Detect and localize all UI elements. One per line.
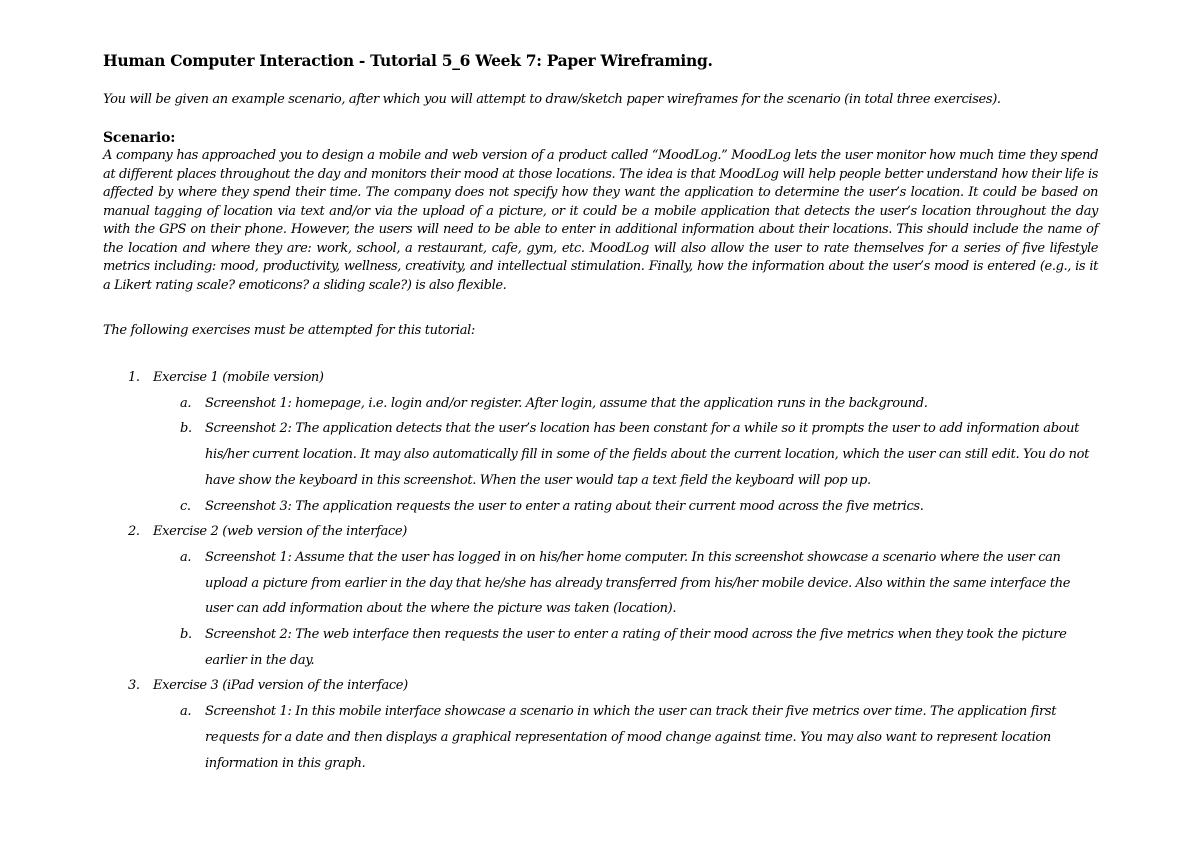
exercise-number: 2. <box>128 524 140 540</box>
sub-item-letter: a. <box>180 395 192 411</box>
scenario-body: A company has approached you to design a mobile and web version of a product called “MoodLog.” MoodLog lets the user monitor how much time they spend at different places throughout the day and monitors their mood at those locations. The idea is that MoodLog will help people better understand how their life is affected by where they spend their time. The company does not specify how they want the application to determine the user’s location. It could be based on manual tagging of location via text and/or via the upload of a picture, or it could be a mobile application that detects the user’s location throughout the day with the GPS on their phone. However, the users will need to be able to enter in additional information about their locations. This should include the name of the location and where they are: work, school, a restaurant, cafe, gym, etc. MoodLog will also allow the user to rate themselves for a series of five lifestyle metrics including: mood, productivity, wellness, creativity, and intellectual stimulation. Finally, how the information about the user’s mood is entered (e.g., is it a Likert rating scale? emoticons? a sliding scale?) is also flexible. <box>103 148 1098 293</box>
exercise-sub-item <box>103 391 1098 417</box>
exercise-number: 1. <box>128 370 140 385</box>
sub-item-text: Screenshot 2: The web interface then requests the user to enter a rating of their mood across the five metrics when they took the picture earlier in the day. <box>205 627 1067 668</box>
exercise-item <box>103 519 1098 545</box>
exercise-sub-item <box>103 416 1098 493</box>
sub-item-letter: c. <box>180 498 191 514</box>
exercise-number: 3. <box>128 678 140 694</box>
exercise-list <box>103 365 1098 776</box>
sub-item-text: Screenshot 2: The application detects that the user’s location has been constant for a while so it prompts the user to add information about his/her current location. It may also automatically fill in some of the fields about the current location, which the user can still edit. You do not have show the keyboard in this screenshot. When the user would tap a text field the keyboard will pop up. <box>205 421 1090 488</box>
exercise-sub-item <box>103 622 1098 673</box>
exercises-intro: The following exercises must be attempted for this tutorial: <box>103 323 475 338</box>
exercise-item <box>103 673 1098 699</box>
sub-item-text: Screenshot 1: In this mobile interface showcase a scenario in which the user can track their five metrics over time. The application first requests for a date and then displays a graphical representation of mood change against time. You may also want to represent location information in this graph. <box>205 704 1057 771</box>
sub-item-letter: a. <box>180 549 192 565</box>
exercise-label: Exercise 2 (web version of the interface) <box>153 524 407 540</box>
sub-item-text: Screenshot 1: homepage, i.e. login and/or register. After login, assume that the application runs in the background. <box>205 395 928 411</box>
exercise-label: Exercise 1 (mobile version) <box>153 370 324 385</box>
document-page <box>103 51 1098 776</box>
intro-text: You will be given an example scenario, after which you will attempt to draw/sketch paper wireframes for the scenario (in total three exercises). <box>103 92 1001 107</box>
sub-item-text: Screenshot 1: Assume that the user has logged in on his/her home computer. In this screenshot showcase a scenario where the user can upload a picture from earlier in the day that he/she has already transferred from his/her mobile device. Also within the same interface the user can add information about the where the picture was taken (location). <box>205 549 1071 617</box>
exercise-sub-item <box>103 699 1098 776</box>
exercise-sub-item <box>103 494 1098 520</box>
exercise-item <box>103 365 1098 391</box>
sub-item-letter: b. <box>180 421 192 437</box>
scenario-heading: Scenario: <box>103 130 176 146</box>
document-title: Human Computer Interaction - Tutorial 5_6 Week 7: Paper Wireframing. <box>103 51 713 70</box>
sub-item-text: Screenshot 3: The application requests the user to enter a rating about their current mood across the five metrics. <box>205 498 924 514</box>
sub-item-letter: a. <box>180 704 192 720</box>
sub-item-letter: b. <box>180 627 192 643</box>
exercise-label: Exercise 3 (iPad version of the interface) <box>153 678 408 694</box>
exercise-sub-item <box>103 545 1098 622</box>
